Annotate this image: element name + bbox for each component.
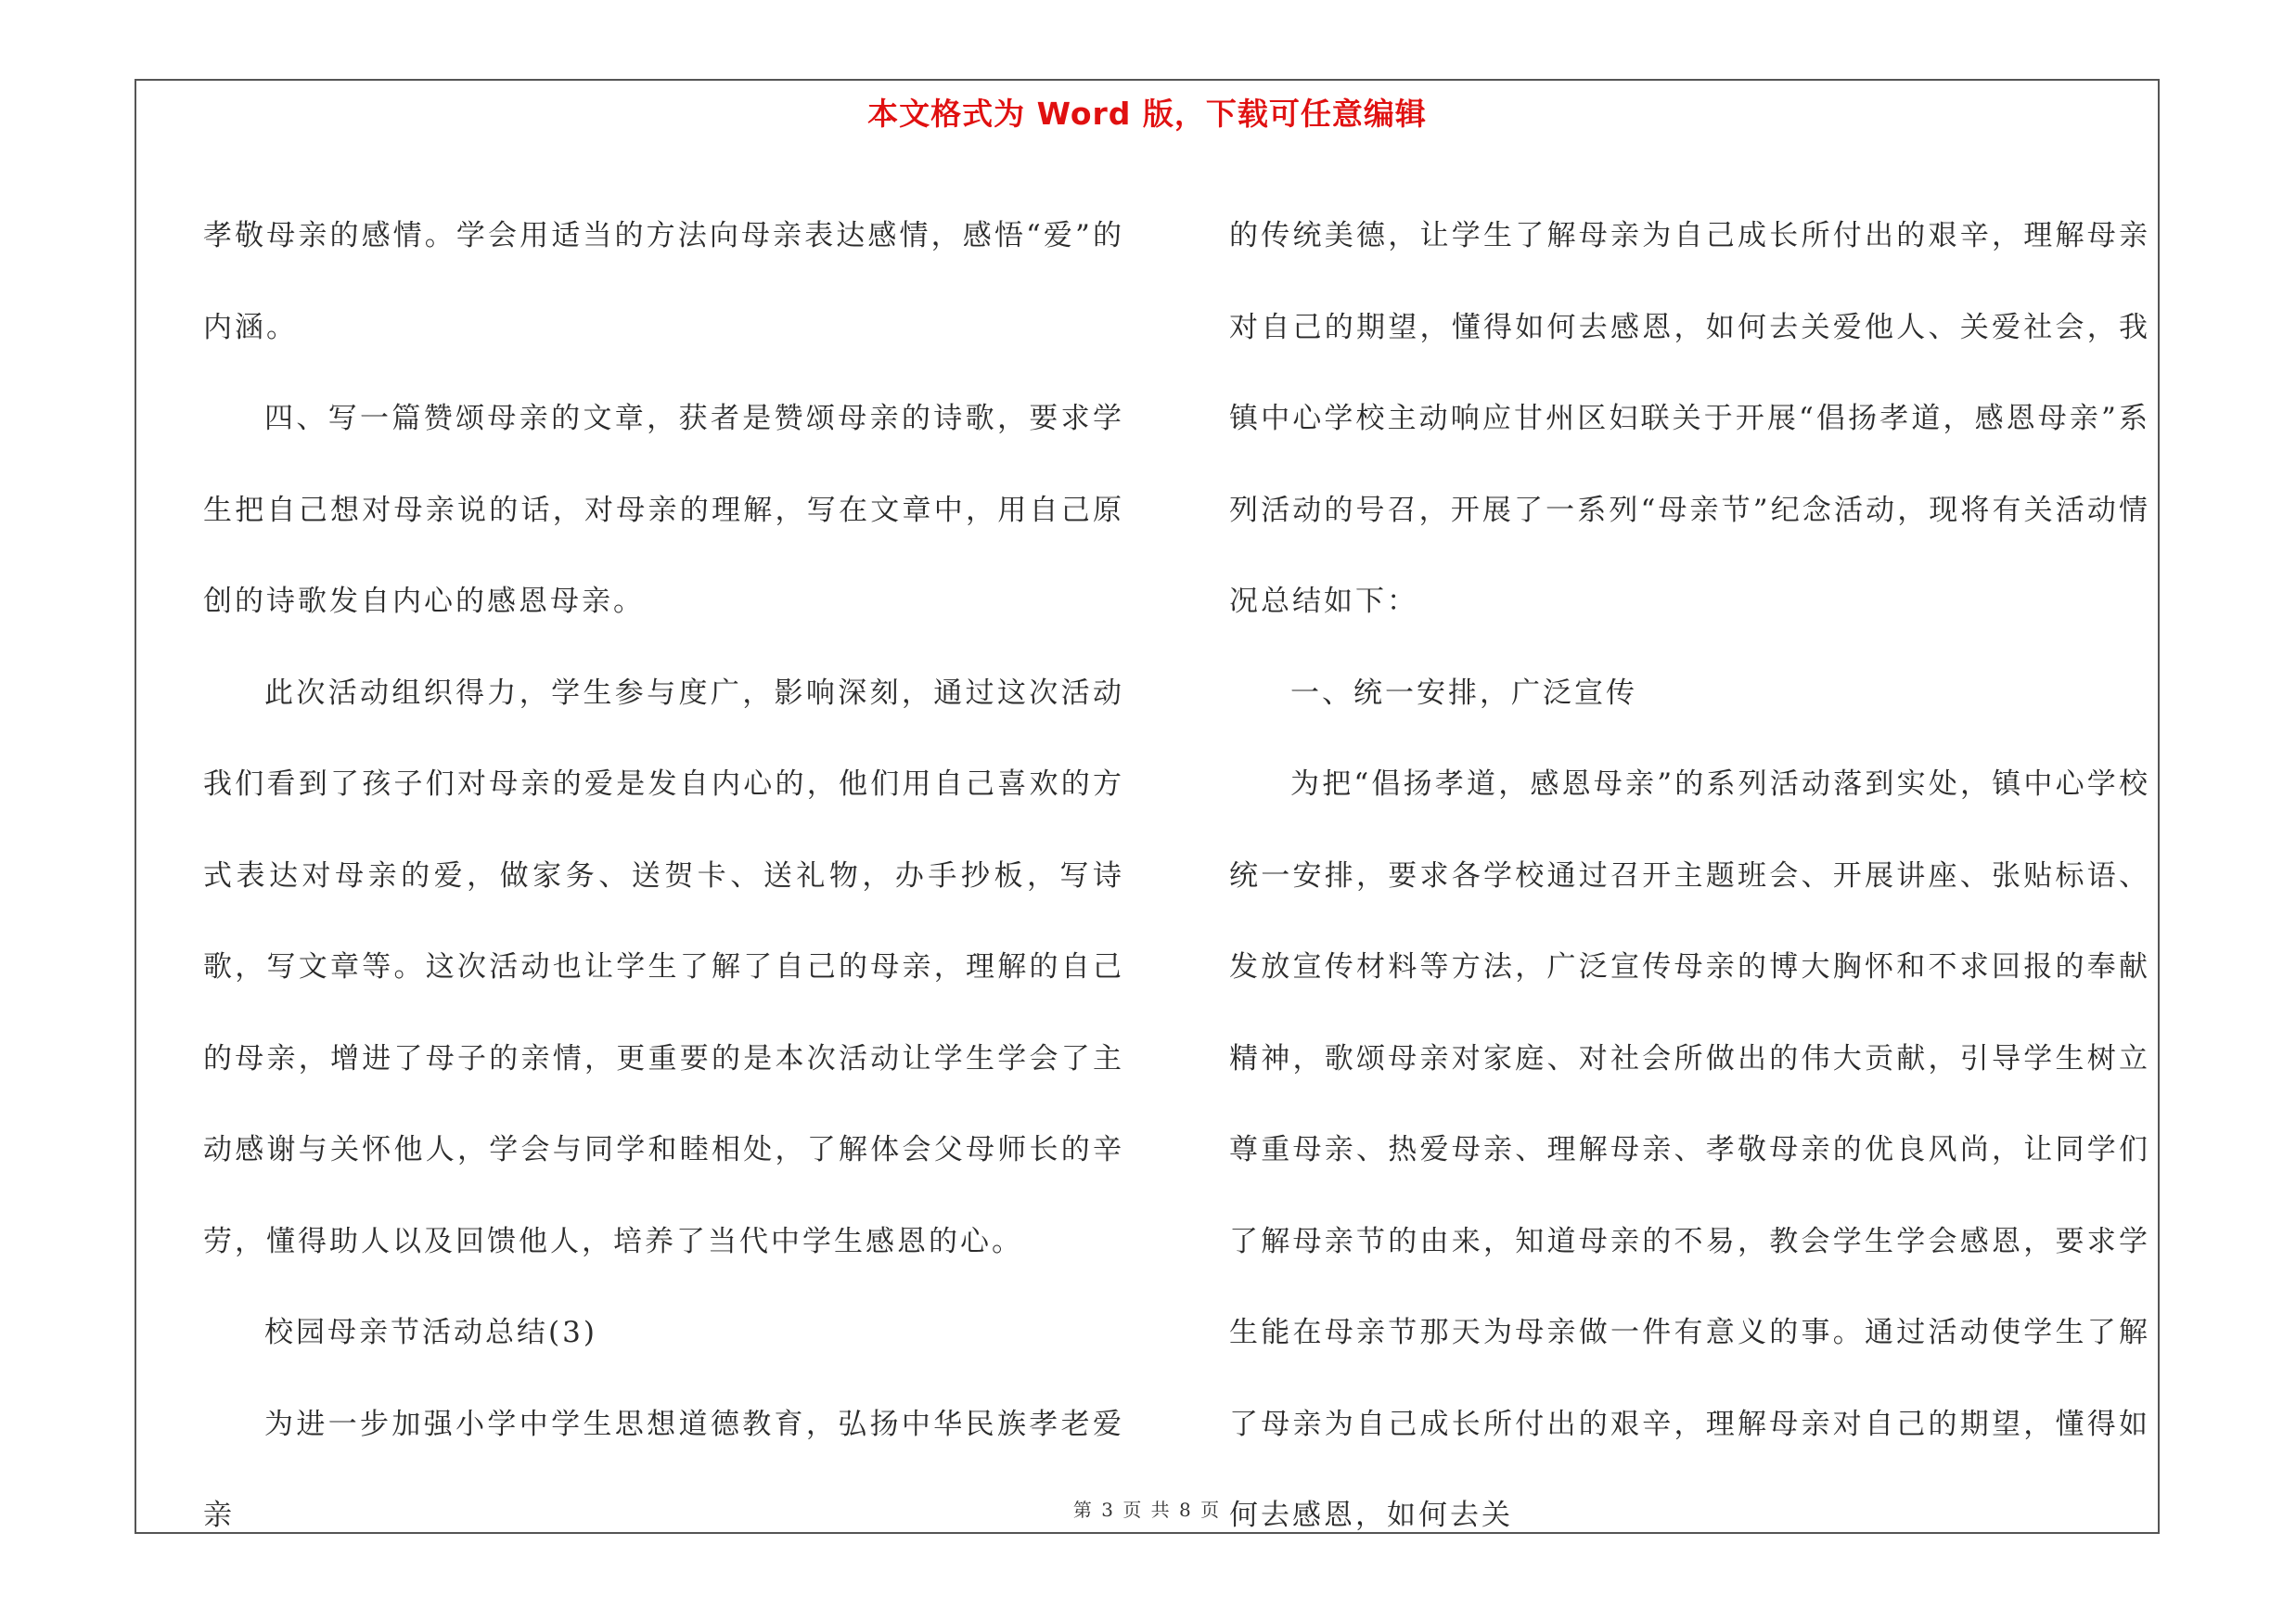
paragraph: 为把“倡扬孝道，感恩母亲”的系列活动落到实处，镇中心学校统一安排，要求各学校通过召开主题班会、开展讲座、张贴标语、发放宣传材料等方法，广泛宣传母亲的博大胸怀和不求回报的奉献精神，歌颂母亲对家庭、对社会所做出的伟大贡献，引导学生树立尊重母亲、热爱母亲、理解母亲、孝敬母亲的优良风尚，让同学们了解母亲节的由来，知道母亲的不易，教会学生学会感恩，要求学生能在母亲节那天为母亲做一件有意义的事。通过活动使学生了解了母亲为自己成长所付出的艰辛，理解母亲对自己的期望，懂得如何去感恩，如何去关 (1229, 767, 2150, 1532)
right-column (1229, 190, 2150, 1562)
paragraph: 此次活动组织得力，学生参与度广，影响深刻，通过这次活动我们看到了孩子们对母亲的爱是发自内心的，他们用自己喜欢的方式表达对母亲的爱，做家务、送贺卡、送礼物，办手抄板，写诗歌，写文章等。这次活动也让学生了解了自己的母亲，理解的自己的母亲，增进了母子的亲情，更重要的是本次活动让学生学会了主动感谢与关怀他人，学会与同学和睦相处，了解体会父母师长的辛劳，懂得助人以及回馈他人，培养了当代中学生感恩的心。 (203, 676, 1124, 1258)
paragraph: 四、写一篇赞颂母亲的文章，获者是赞颂母亲的诗歌，要求学生把自己想对母亲说的话，对母亲的理解，写在文章中，用自己原创的诗歌发自内心的感恩母亲。 (203, 402, 1124, 618)
section-heading: 校园母亲节活动总结(3) (264, 1316, 597, 1349)
paragraph: 为进一步加强小学中学生思想道德教育，弘扬中华民族孝老爱亲 (203, 1407, 1124, 1532)
paragraph: 孝敬母亲的感情。学会用适当的方法向母亲表达感情，感悟“爱”的内涵。 (203, 219, 1124, 344)
paragraph: 的传统美德，让学生了解母亲为自己成长所付出的艰辛，理解母亲对自己的期望，懂得如何去感恩，如何去关爱他人、关爱社会，我镇中心学校主动响应甘州区妇联关于开展“倡扬孝道，感恩母亲”系列活动的号召，开展了一系列“母亲节”纪念活动，现将有关活动情况总结如下： (1229, 219, 2150, 618)
page-number-footer: 第 3 页 共 8 页 (1072, 1499, 1222, 1521)
word-format-banner: 本文格式为 Word 版，下载可任意编辑 (867, 96, 1427, 132)
section-heading: 一、统一安排，广泛宣传 (1290, 676, 1637, 710)
page-frame (135, 79, 2160, 1534)
left-column (203, 190, 1124, 1562)
